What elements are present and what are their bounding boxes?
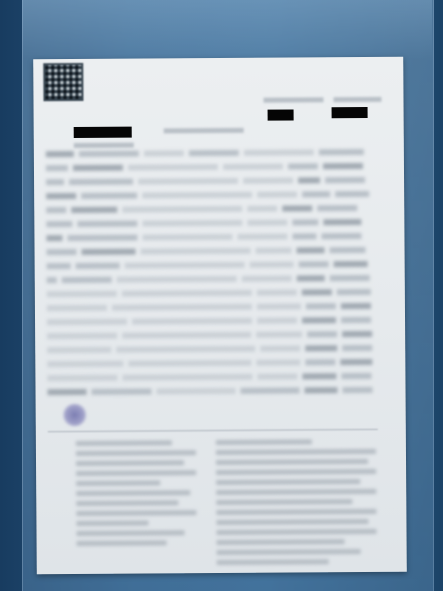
blurred-text-line [164, 128, 244, 134]
blurred-paragraph-right [216, 439, 377, 570]
sleeve-top-fold [22, 0, 432, 60]
redaction-bar [332, 107, 368, 118]
document-page [33, 57, 407, 575]
redaction-bar [74, 127, 132, 138]
document-header-text [103, 73, 323, 85]
stamp-icon [62, 403, 88, 427]
blurred-text-line [333, 97, 381, 102]
section-divider [48, 429, 378, 432]
blurred-text-line [74, 143, 134, 148]
blurred-text-line [263, 97, 323, 102]
blurred-table [46, 147, 373, 404]
blurred-paragraph-left [76, 440, 197, 551]
qr-code-icon [43, 63, 83, 101]
redaction-bar [268, 109, 294, 120]
